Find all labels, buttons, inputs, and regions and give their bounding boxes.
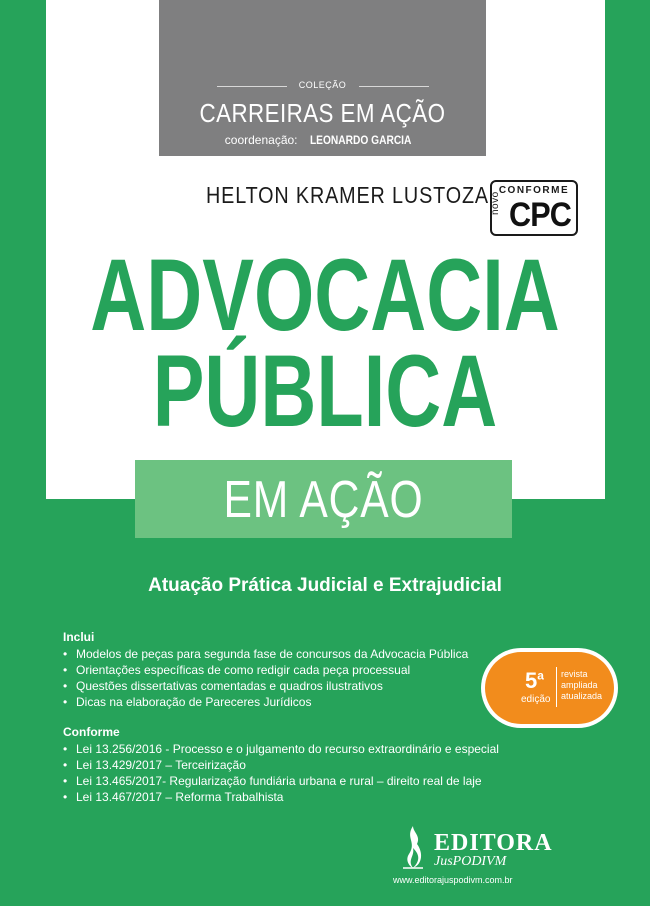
series-banner — [159, 0, 486, 156]
list-item: • Orientações específicas de como redigir cada peça processual — [63, 662, 468, 678]
publisher-flame-logo-icon — [399, 824, 427, 870]
publisher-url: www.editorajuspodivm.com.br — [393, 875, 513, 885]
conforme-heading: Conforme — [63, 725, 120, 739]
list-item: • Modelos de peças para segunda fase de concursos da Advocacia Pública — [63, 646, 468, 662]
edition-badge — [481, 648, 618, 728]
title-band-text: EM AÇÃO — [223, 471, 424, 529]
list-item: • Lei 13.465/2017- Regularização fundiária urbana e rural – direito real de laje — [63, 773, 499, 789]
edition-ordinal: a — [537, 668, 544, 683]
book-subtitle: Atuação Prática Judicial e Extrajudicial — [148, 575, 502, 596]
inclui-section — [63, 630, 468, 710]
cpc-badge — [490, 180, 578, 236]
book-title-line2: PÚBLICA — [152, 334, 498, 448]
series-coordination — [159, 133, 486, 147]
book-title-line1: ADVOCACIA — [90, 238, 560, 352]
publisher-block — [393, 822, 599, 892]
publisher-subname: JusPODIVM — [434, 854, 507, 869]
edition-note: atualizada — [561, 691, 603, 701]
list-item: • Lei 13.256/2016 - Processo e o julgamento do recurso extraordinário e especial — [63, 741, 499, 757]
series-title: CARREIRAS EM AÇÃO — [199, 98, 446, 128]
list-item: • Questões dissertativas comentadas e quadros ilustrativos — [63, 678, 468, 694]
cpc-main-label: CPC — [509, 196, 571, 234]
coord-label: coordenação: — [224, 133, 298, 147]
publisher-name: EDITORA — [434, 830, 553, 856]
list-item: • Lei 13.467/2017 – Reforma Trabalhista — [63, 789, 499, 805]
author-name: HELTON KRAMER LUSTOZA — [206, 182, 489, 208]
edition-number: 5$^a$ — [525, 668, 544, 693]
edition-word: edição — [521, 694, 551, 705]
conforme-section — [63, 725, 499, 805]
divider — [359, 86, 429, 87]
cpc-top-label: CONFORME — [498, 185, 570, 196]
series-label: COLEÇÃO — [298, 80, 347, 90]
edition-note: revista — [561, 669, 588, 679]
cpc-side-label: novo — [490, 191, 501, 215]
coord-name: LEONARDO GARCIA — [309, 133, 412, 147]
list-item: • Dicas na elaboração de Pareceres Jurídicos — [63, 694, 468, 710]
edition-note: ampliada — [561, 680, 598, 690]
inclui-heading: Inclui — [63, 630, 95, 644]
edition-notes — [561, 669, 602, 702]
divider — [556, 667, 557, 707]
list-item: • Lei 13.429/2017 – Terceirização — [63, 757, 499, 773]
title-band — [135, 460, 512, 538]
